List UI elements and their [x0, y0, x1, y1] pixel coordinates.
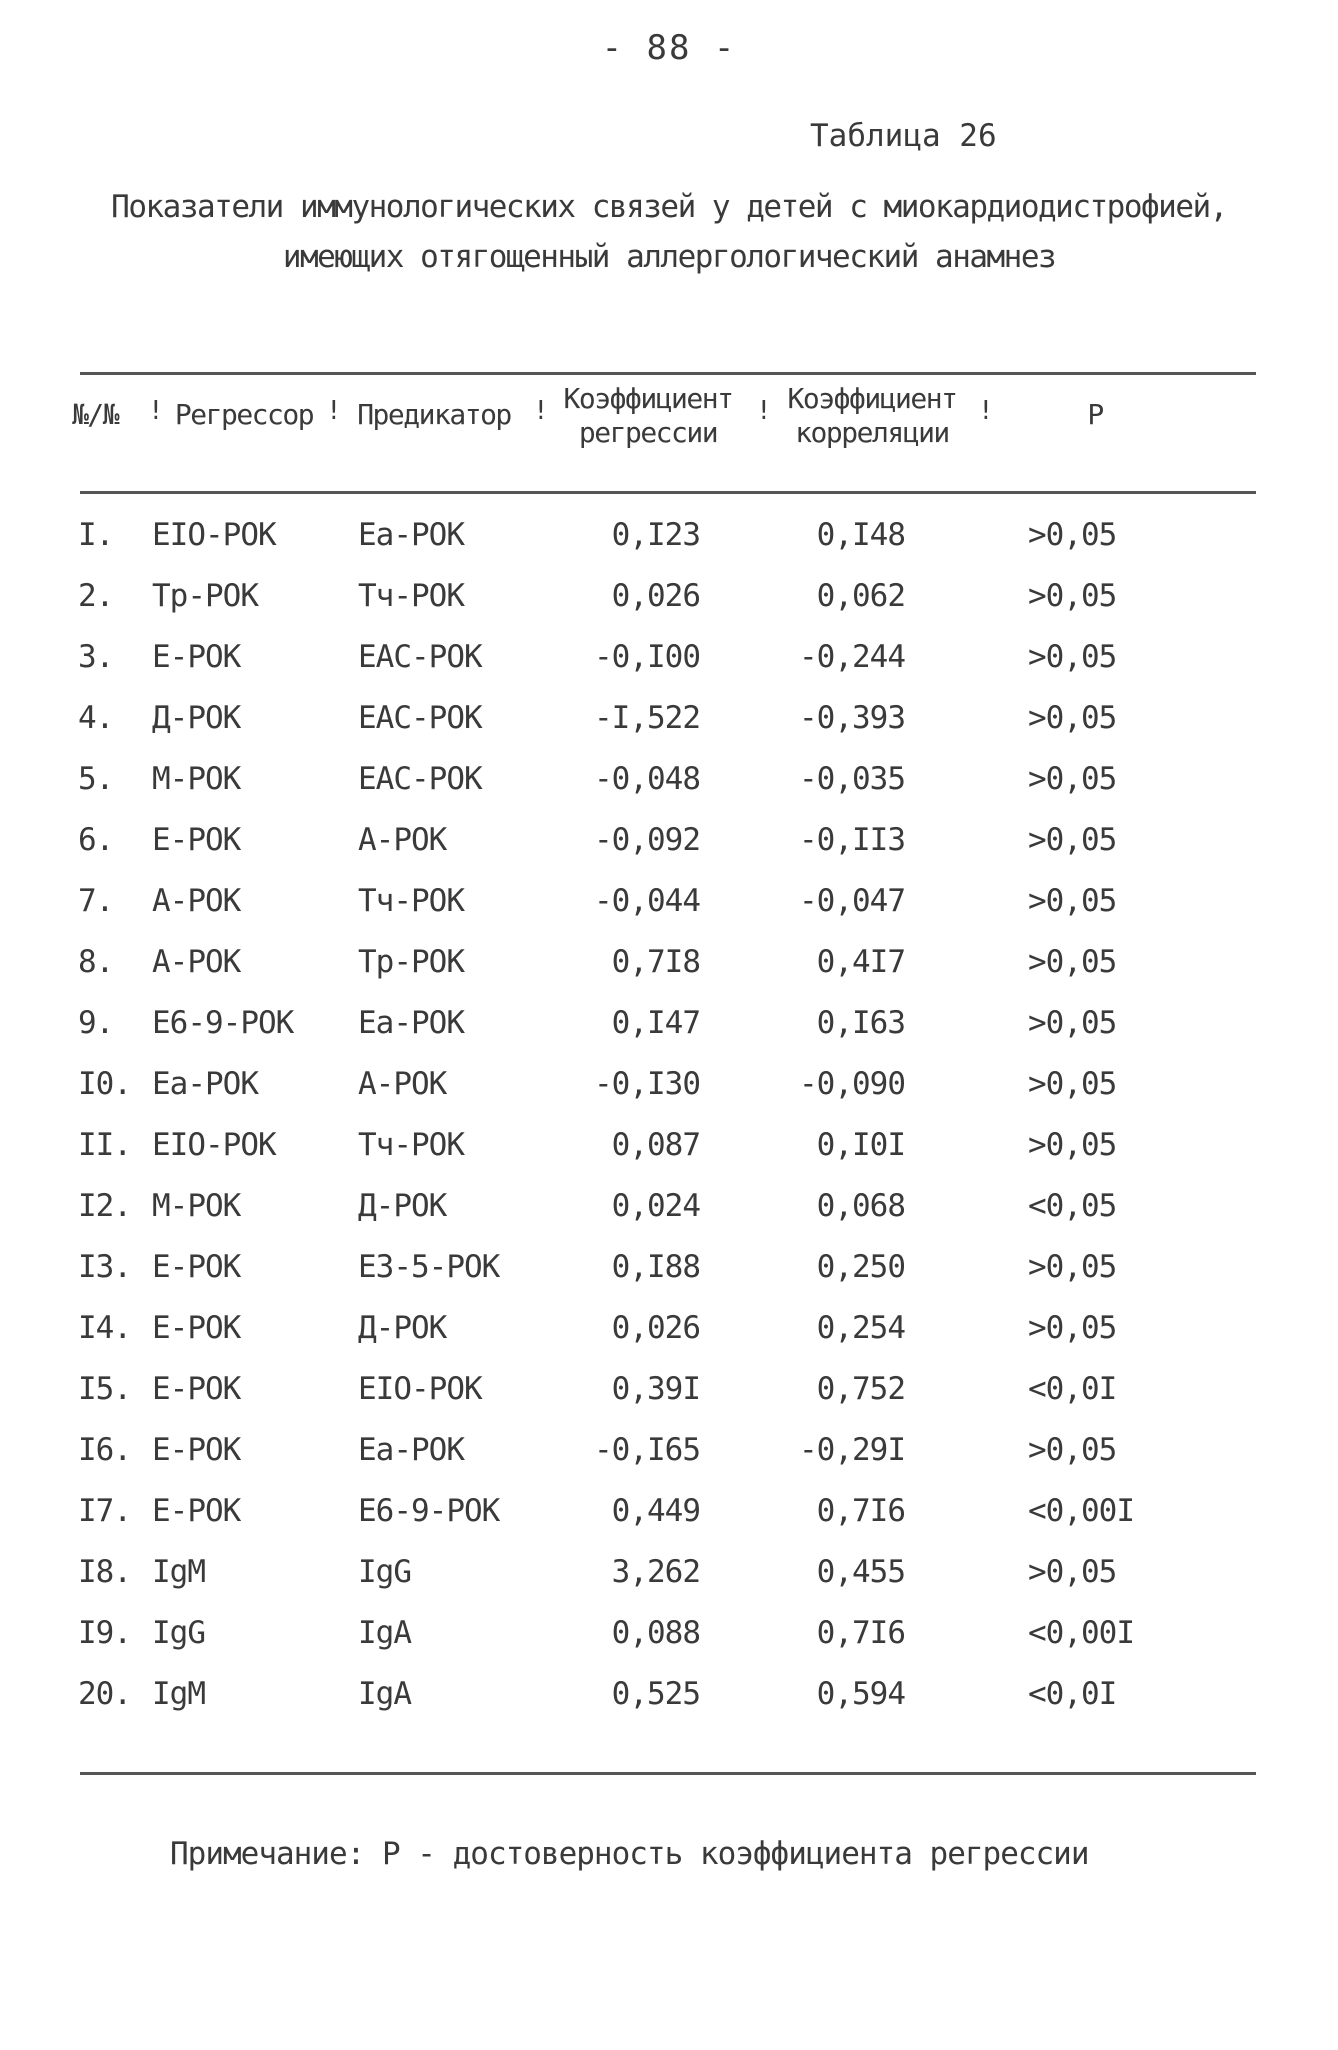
regression-coefficient-cell: -0,I30	[594, 1066, 700, 1102]
regressor-cell: E-РОК	[152, 1371, 241, 1407]
table-row	[0, 578, 1338, 638]
correlation-coefficient-cell: -0,047	[799, 883, 905, 919]
row-number: I.	[78, 517, 114, 553]
row-number: 3.	[78, 639, 114, 675]
row-number: I3.	[78, 1249, 131, 1285]
regressor-cell: M-РОК	[152, 761, 241, 797]
table-bottom-rule	[80, 1772, 1256, 1775]
regressor-cell: A-РОК	[152, 883, 241, 919]
significance-cell: >0,05	[1028, 761, 1117, 797]
table-row	[0, 761, 1338, 821]
predictor-cell: Д-РОК	[358, 1188, 447, 1224]
table-row	[0, 700, 1338, 760]
row-number: I9.	[78, 1615, 131, 1651]
regressor-cell: Tp-РОК	[152, 578, 258, 614]
correlation-coefficient-cell: 0,I63	[816, 1005, 905, 1041]
regressor-cell: E-РОК	[152, 822, 241, 858]
table-row	[0, 1310, 1338, 1370]
table-row	[0, 1432, 1338, 1492]
correlation-coefficient-cell: -0,244	[799, 639, 905, 675]
predictor-cell: A-РОК	[358, 822, 447, 858]
predictor-cell: Ea-РОК	[358, 517, 464, 553]
table-caption: Показатели иммунологических связей у детей с миокардиодистрофией, имеющих отягощенный аллергологический анамнез	[111, 189, 1227, 275]
table-row	[0, 517, 1338, 577]
row-number: I5.	[78, 1371, 131, 1407]
regression-coefficient-cell: -0,I00	[594, 639, 700, 675]
regression-coefficient-cell: 0,449	[611, 1493, 700, 1529]
table-row	[0, 1676, 1338, 1736]
row-number: II.	[78, 1127, 131, 1163]
predictor-cell: E3-5-РОК	[358, 1249, 500, 1285]
regression-coefficient-cell: -0,092	[594, 822, 700, 858]
predictor-cell: EAC-РОК	[358, 700, 482, 736]
correlation-coefficient-cell: 0,7I6	[816, 1615, 905, 1651]
predictor-cell: EAC-РОК	[358, 639, 482, 675]
header-reg-coef-line2: регрессии	[578, 416, 718, 449]
predictor-cell: IgA	[358, 1615, 411, 1651]
table-row	[0, 944, 1338, 1004]
regressor-cell: A-РОК	[152, 944, 241, 980]
header-separator: !	[326, 396, 342, 426]
significance-cell: >0,05	[1028, 1249, 1117, 1285]
significance-cell: <0,0I	[1028, 1371, 1117, 1407]
significance-cell: >0,05	[1028, 517, 1117, 553]
regressor-cell: IgM	[152, 1554, 205, 1590]
significance-cell: >0,05	[1028, 883, 1117, 919]
table-row	[0, 822, 1338, 882]
correlation-coefficient-cell: -0,393	[799, 700, 905, 736]
regressor-cell: EIO-РОК	[152, 1127, 276, 1163]
correlation-coefficient-cell: 0,594	[816, 1676, 905, 1712]
header-corr-coef	[766, 382, 978, 450]
regression-coefficient-cell: 0,026	[611, 1310, 700, 1346]
regression-coefficient-cell: 0,I88	[611, 1249, 700, 1285]
table-row	[0, 883, 1338, 943]
correlation-coefficient-cell: 0,062	[816, 578, 905, 614]
table-row	[0, 1188, 1338, 1248]
predictor-cell: Tp-РОК	[358, 944, 464, 980]
row-number: I7.	[78, 1493, 131, 1529]
significance-cell: >0,05	[1028, 1005, 1117, 1041]
header-separator: !	[533, 396, 549, 426]
correlation-coefficient-cell: -0,29I	[799, 1432, 905, 1468]
row-number: 4.	[78, 700, 114, 736]
table-row	[0, 1615, 1338, 1675]
regression-coefficient-cell: -0,048	[594, 761, 700, 797]
regressor-cell: E6-9-РОК	[152, 1005, 294, 1041]
header-corr-coef-line1: Коэффициент	[787, 382, 957, 415]
significance-cell: >0,05	[1028, 1310, 1117, 1346]
regression-coefficient-cell: 0,088	[611, 1615, 700, 1651]
regressor-cell: E-РОК	[152, 1432, 241, 1468]
predictor-cell: EIO-РОК	[358, 1371, 482, 1407]
correlation-coefficient-cell: -0,II3	[799, 822, 905, 858]
table-row	[0, 1371, 1338, 1431]
table-row	[0, 639, 1338, 699]
correlation-coefficient-cell: 0,254	[816, 1310, 905, 1346]
correlation-coefficient-cell: -0,035	[799, 761, 905, 797]
row-number: 9.	[78, 1005, 114, 1041]
significance-cell: >0,05	[1028, 639, 1117, 675]
correlation-coefficient-cell: 0,752	[816, 1371, 905, 1407]
table-row	[0, 1554, 1338, 1614]
table-note: Примечание: Р - достоверность коэффициента регрессии	[170, 1836, 1089, 1872]
regressor-cell: E-РОК	[152, 1249, 241, 1285]
header-separator: !	[978, 396, 994, 426]
row-number: 20.	[78, 1676, 131, 1712]
regression-coefficient-cell: 0,39I	[611, 1371, 700, 1407]
predictor-cell: IgG	[358, 1554, 411, 1590]
row-number: 7.	[78, 883, 114, 919]
significance-cell: <0,00I	[1028, 1615, 1134, 1651]
row-number: 2.	[78, 578, 114, 614]
significance-cell: >0,05	[1028, 1432, 1117, 1468]
row-number: 6.	[78, 822, 114, 858]
row-number: I4.	[78, 1310, 131, 1346]
regression-coefficient-cell: 0,525	[611, 1676, 700, 1712]
page-number: - 88 -	[601, 28, 737, 68]
regression-coefficient-cell: 0,I47	[611, 1005, 700, 1041]
predictor-cell: Д-РОК	[358, 1310, 447, 1346]
row-number: 8.	[78, 944, 114, 980]
header-separator: !	[756, 396, 772, 426]
row-number: I8.	[78, 1554, 131, 1590]
regression-coefficient-cell: -0,I65	[594, 1432, 700, 1468]
header-rule	[80, 491, 1256, 494]
correlation-coefficient-cell: 0,455	[816, 1554, 905, 1590]
header-predictor: Предикатор	[357, 398, 511, 431]
header-reg-coef-line1: Коэффициент	[563, 382, 733, 415]
regressor-cell: M-РОК	[152, 1188, 241, 1224]
predictor-cell: A-РОК	[358, 1066, 447, 1102]
regressor-cell: Ea-РОК	[152, 1066, 258, 1102]
row-number: I2.	[78, 1188, 131, 1224]
regression-coefficient-cell: 0,087	[611, 1127, 700, 1163]
correlation-coefficient-cell: 0,250	[816, 1249, 905, 1285]
regressor-cell: E-РОК	[152, 1310, 241, 1346]
significance-cell: >0,05	[1028, 1554, 1117, 1590]
table-row	[0, 1493, 1338, 1553]
header-corr-coef-line2: корреляции	[795, 416, 949, 449]
correlation-coefficient-cell: 0,I0I	[816, 1127, 905, 1163]
table-row	[0, 1066, 1338, 1126]
significance-cell: >0,05	[1028, 944, 1117, 980]
header-reg-coef	[542, 382, 754, 450]
correlation-coefficient-cell: 0,068	[816, 1188, 905, 1224]
regression-coefficient-cell: 0,7I8	[611, 944, 700, 980]
table-label: Таблица 26	[810, 118, 997, 154]
row-number: I0.	[78, 1066, 131, 1102]
predictor-cell: Ea-РОК	[358, 1005, 464, 1041]
table-row	[0, 1249, 1338, 1309]
predictor-cell: EAC-РОК	[358, 761, 482, 797]
row-number: I6.	[78, 1432, 131, 1468]
regression-coefficient-cell: -I,522	[594, 700, 700, 736]
significance-cell: >0,05	[1028, 1127, 1117, 1163]
regression-coefficient-cell: 3,262	[611, 1554, 700, 1590]
correlation-coefficient-cell: 0,7I6	[816, 1493, 905, 1529]
significance-cell: <0,05	[1028, 1188, 1117, 1224]
regressor-cell: IgM	[152, 1676, 205, 1712]
correlation-coefficient-cell: 0,I48	[816, 517, 905, 553]
regression-coefficient-cell: -0,044	[594, 883, 700, 919]
correlation-coefficient-cell: 0,4I7	[816, 944, 905, 980]
predictor-cell: Tч-РОК	[358, 578, 464, 614]
significance-cell: >0,05	[1028, 822, 1117, 858]
header-num: №/№	[71, 398, 119, 431]
table-row	[0, 1127, 1338, 1187]
regression-coefficient-cell: 0,026	[611, 578, 700, 614]
predictor-cell: Tч-РОК	[358, 1127, 464, 1163]
significance-cell: >0,05	[1028, 578, 1117, 614]
table-row	[0, 1005, 1338, 1065]
header-separator: !	[148, 396, 164, 426]
predictor-cell: E6-9-РОК	[358, 1493, 500, 1529]
significance-cell: >0,05	[1028, 1066, 1117, 1102]
regression-coefficient-cell: 0,024	[611, 1188, 700, 1224]
regression-coefficient-cell: 0,I23	[611, 517, 700, 553]
correlation-coefficient-cell: -0,090	[799, 1066, 905, 1102]
predictor-cell: Tч-РОК	[358, 883, 464, 919]
row-number: 5.	[78, 761, 114, 797]
regressor-cell: E-РОК	[152, 639, 241, 675]
predictor-cell: Ea-РОК	[358, 1432, 464, 1468]
significance-cell: <0,0I	[1028, 1676, 1117, 1712]
regressor-cell: IgG	[152, 1615, 205, 1651]
significance-cell: <0,00I	[1028, 1493, 1134, 1529]
regressor-cell: E-РОК	[152, 1493, 241, 1529]
regressor-cell: EIO-РОК	[152, 517, 276, 553]
table-top-rule	[80, 372, 1256, 375]
header-regressor: Регрессор	[174, 398, 314, 431]
predictor-cell: IgA	[358, 1676, 411, 1712]
header-p: Р	[1087, 398, 1103, 431]
significance-cell: >0,05	[1028, 700, 1117, 736]
regressor-cell: Д-РОК	[152, 700, 241, 736]
